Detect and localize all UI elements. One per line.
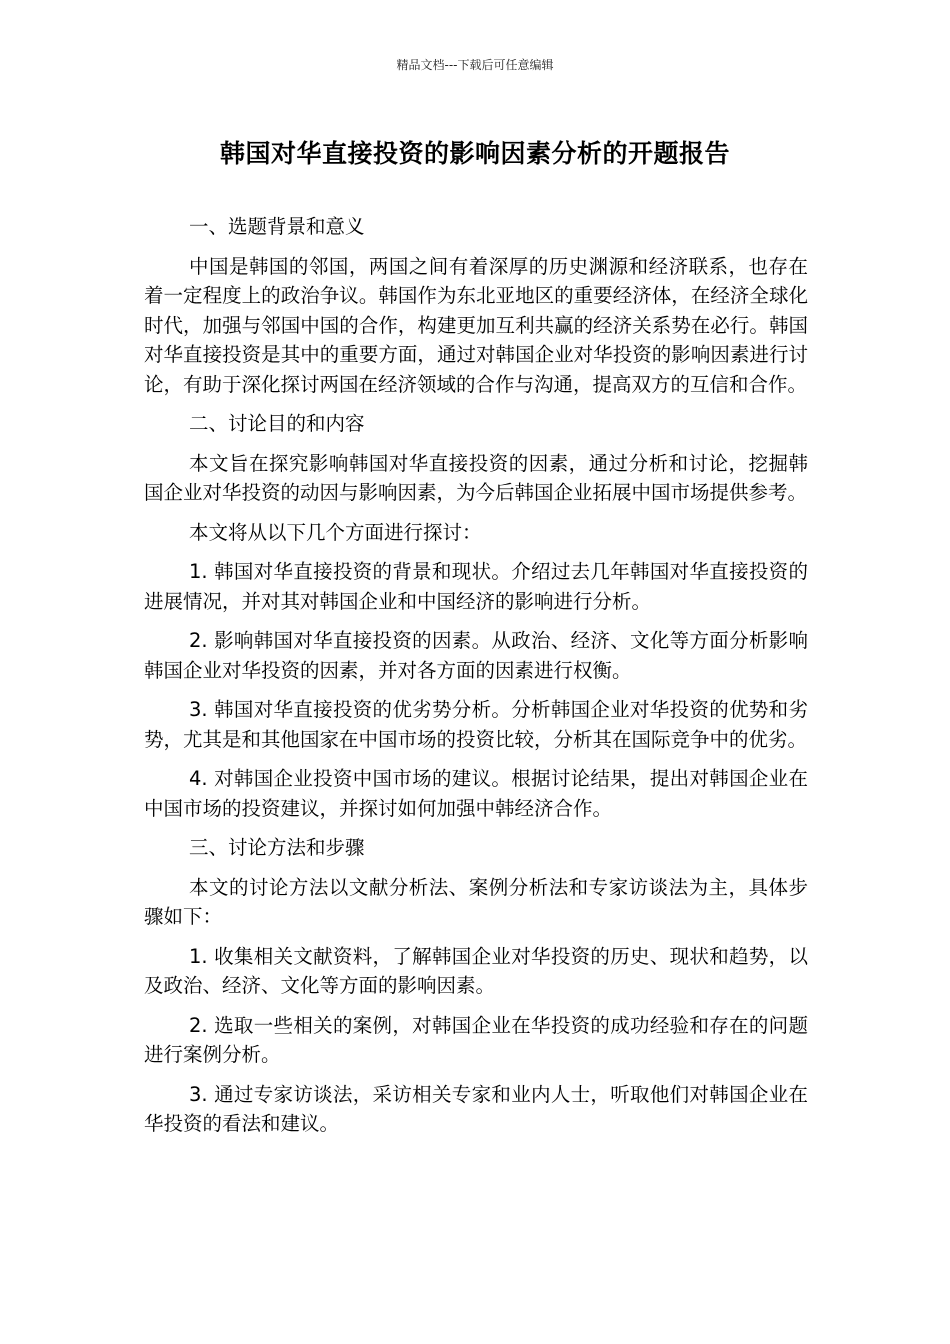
paragraph-background: 中国是韩国的邻国，两国之间有着深厚的历史渊源和经济联系，也存在着一定程度上的政治争议。韩国作为东北亚地区的重要经济体，在经济全球化时代，加强与邻国中国的合作，构建更加互利共赢的经济关系势在必行。韩国对华直接投资是其中的重要方面，通过对韩国企业对华投资的影响因素进行讨论，有助于深化探讨两国在经济领域的合作与沟通，提高双方的互信和合作。 [144, 254, 808, 396]
document-body [144, 212, 808, 1149]
section-heading-background: 一、选题背景和意义 [189, 215, 365, 238]
page-header-note: 精品文档---下载后可任意编辑 [396, 58, 554, 72]
paragraph-purpose: 本文旨在探究影响韩国对华直接投资的因素，通过分析和讨论，挖掘韩国企业对华投资的动因与影响因素，为今后韩国企业拓展中国市场提供参考。 [144, 451, 808, 504]
section-heading-purpose: 二、讨论目的和内容 [189, 412, 365, 435]
list-item-step-2: 2. 选取一些相关的案例，对韩国企业在华投资的成功经验和存在的问题进行案例分析。 [144, 1013, 808, 1066]
list-item-aspect-4: 4. 对韩国企业投资中国市场的建议。根据讨论结果，提出对韩国企业在中国市场的投资建议，并探讨如何加强中韩经济合作。 [144, 767, 808, 820]
section-heading-methods: 三、讨论方法和步骤 [189, 836, 365, 859]
list-item-step-1: 1. 收集相关文献资料，了解韩国企业对华投资的历史、现状和趋势，以及政治、经济、文化等方面的影响因素。 [144, 944, 808, 997]
list-item-aspect-3: 3. 韩国对华直接投资的优劣势分析。分析韩国企业对华投资的优势和劣势，尤其是和其他国家在中国市场的投资比较，分析其在国际竞争中的优劣。 [144, 698, 808, 751]
list-item-aspect-1: 1. 韩国对华直接投资的背景和现状。介绍过去几年韩国对华直接投资的进展情况，并对其对韩国企业和中国经济的影响进行分析。 [144, 560, 808, 613]
document-title: 韩国对华直接投资的影响因素分析的开题报告 [219, 139, 730, 168]
paragraph-methods: 本文的讨论方法以文献分析法、案例分析法和专家访谈法为主，具体步骤如下： [144, 875, 808, 928]
list-item-step-3: 3. 通过专家访谈法，采访相关专家和业内人士，听取他们对韩国企业在华投资的看法和建议。 [144, 1082, 808, 1135]
list-item-aspect-2: 2. 影响韩国对华直接投资的因素。从政治、经济、文化等方面分析影响韩国企业对华投资的因素，并对各方面的因素进行权衡。 [144, 629, 808, 682]
paragraph-aspects-intro: 本文将从以下几个方面进行探讨： [189, 520, 482, 544]
